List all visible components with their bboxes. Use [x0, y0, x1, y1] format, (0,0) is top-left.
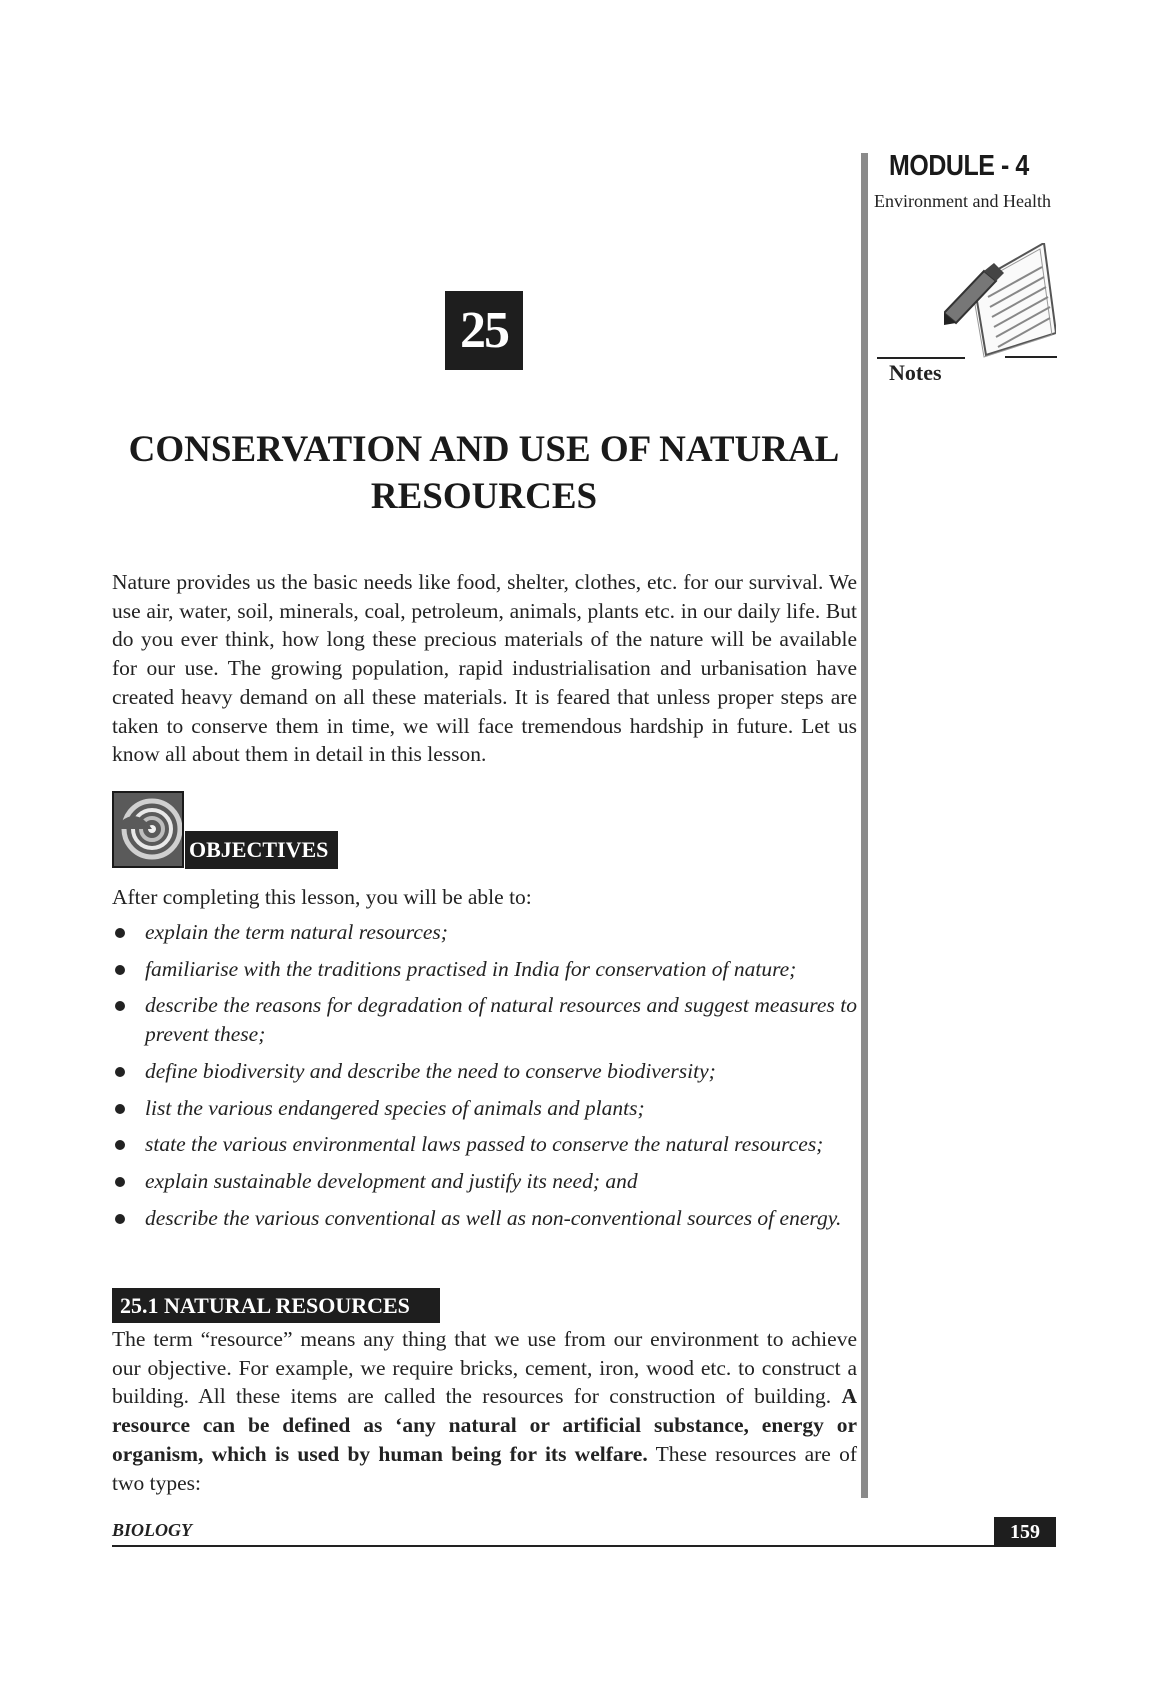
- section-text: The term “resource” means any thing that we use from our environment to achieve our objective. For example, we require bricks, cement, iron, wood etc. to construct a building. All these items are called the resources for construction of building.: [112, 1327, 857, 1409]
- objective-text: describe the reasons for degradation of natural resources and suggest measures to prevent these;: [145, 993, 857, 1047]
- bullet-icon: [115, 1001, 125, 1011]
- list-item: [112, 1130, 857, 1159]
- bullet-icon: [115, 1177, 125, 1187]
- objective-text: define biodiversity and describe the need to conserve biodiversity;: [145, 1058, 716, 1083]
- section-heading: 25.1 NATURAL RESOURCES: [112, 1288, 440, 1323]
- objective-text: familiarise with the traditions practised in India for conservation of nature;: [145, 956, 797, 981]
- list-item: [112, 1094, 857, 1123]
- module-title: MODULE - 4: [889, 150, 1029, 182]
- module-subtitle: Environment and Health: [874, 191, 1051, 211]
- bullet-icon: [115, 1140, 125, 1150]
- footer-rule: [112, 1545, 1056, 1547]
- bullet-icon: [115, 1214, 125, 1224]
- objective-text: explain sustainable development and justify its need; and: [145, 1168, 638, 1193]
- objective-text: explain the term natural resources;: [145, 920, 448, 944]
- objectives-list: [112, 918, 857, 1232]
- bullet-icon: [115, 965, 125, 975]
- chapter-title: CONSERVATION AND USE OF NATURAL RESOURCES: [128, 429, 840, 517]
- objective-text: list the various endangered species of animals and plants;: [145, 1095, 645, 1120]
- list-item: [112, 1167, 857, 1196]
- list-item: [112, 1057, 857, 1086]
- intro-paragraph: Nature provides us the basic needs like food, shelter, clothes, etc. for our survival. We use air, water, soil, minerals, coal, petroleum, animals, plants etc. in our daily life. But do you ever think, how long these precious materials of the nature will be available for our use. The growing population, rapid industrialisation and urbanisation have created heavy demand on all these materials. It is feared that unless proper steps are taken to conserve them in time, we will face tremendous hardship in future. Let us know all about them in detail in this lesson.: [112, 570, 857, 767]
- list-item: [112, 991, 857, 1048]
- bullet-icon: [115, 1104, 125, 1114]
- notepad-pencil-icon: [944, 243, 1056, 358]
- list-item: [112, 955, 857, 984]
- footer-subject: BIOLOGY: [112, 1520, 192, 1540]
- notes-rule: [877, 357, 965, 359]
- chapter-number: 25: [445, 291, 523, 370]
- objective-text: state the various environmental laws passed to conserve the natural resources;: [145, 1132, 824, 1157]
- section-paragraph: [112, 1325, 857, 1497]
- objectives-heading: OBJECTIVES: [185, 831, 338, 869]
- objectives-lead: After completing this lesson, you will be able to:: [112, 885, 532, 909]
- notes-label: Notes: [889, 360, 942, 385]
- bullet-icon: [115, 928, 125, 938]
- list-item: [112, 918, 857, 947]
- bullet-icon: [115, 1067, 125, 1077]
- objective-text: describe the various conventional as well as non-conventional sources of energy.: [145, 1205, 842, 1230]
- list-item: [112, 1204, 857, 1233]
- page-number: 159: [994, 1517, 1056, 1547]
- definition-text: A resource can be defined as ‘any natural or artificial substance, energy or organism, which is used by human being for its welfare.: [112, 1384, 857, 1466]
- notes-rule: [1005, 356, 1057, 358]
- margin-divider: [861, 153, 868, 1498]
- section-text-end: These resources are of two types:: [112, 1441, 857, 1495]
- target-rings-icon: [112, 791, 184, 868]
